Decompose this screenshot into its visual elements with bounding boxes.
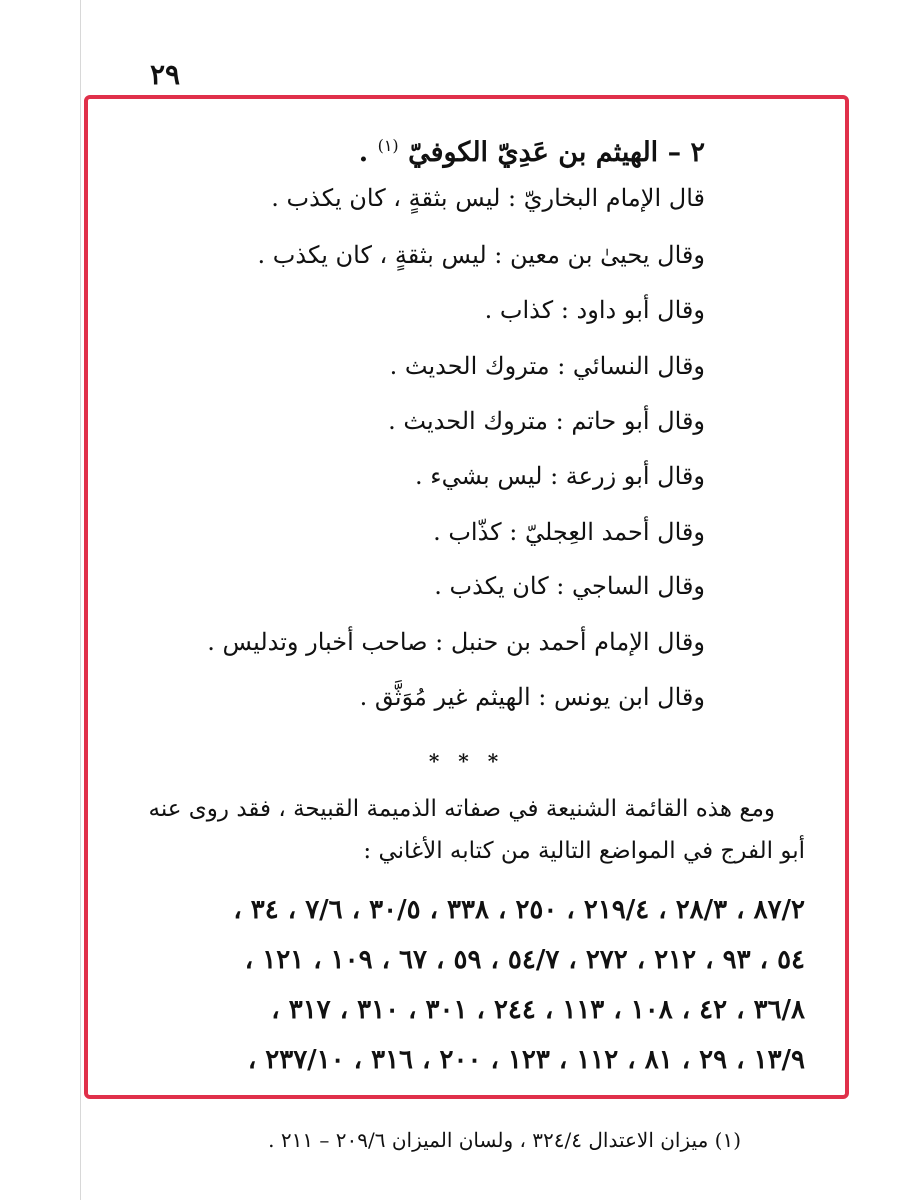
saying-ahmad-ijli: وقال أحمد العِجليّ : كذّاب . [433,518,705,546]
saying-ahmad-ibn-hanbal: وقال الإمام أحمد بن حنبل : صاحب أخبار وتدليس . [207,628,705,656]
section-separator: * * * [428,749,505,773]
page-number: ٢٩ [150,58,181,91]
saying-saji: وقال الساجي : كان يكذب . [434,572,705,600]
paragraph-line-1: ومع هذه القائمة الشنيعة في صفاته الذميمة القبيحة ، فقد روى عنه [148,796,775,822]
footnote-marker: (١) [377,136,399,155]
entry-title [359,129,705,170]
saying-bukhari: قال الإمام البخاريّ : ليس بثقةٍ ، كان يكذب . [271,184,705,212]
reference-line-2: ٥٤ ، ٩٣ ، ٢١٢ ، ٢٧٢ ، ٥٤/٧ ، ٥٩ ، ٦٧ ، ١٠٩ ، ١٢١ ، [244,945,805,975]
saying-ibn-yunus: وقال ابن يونس : الهيثم غير مُوَثَّق . [359,683,705,711]
saying-abu-hatim: وقال أبو حاتم : متروك الحديث . [388,407,705,435]
reference-line-1: ٨٧/٢ ، ٢٨/٣ ، ٢١٩/٤ ، ٢٥٠ ، ٣٣٨ ، ٣٠/٥ ، ٧/٦ ، ٣٤ ، [233,895,805,925]
scan-edge-line [80,0,81,1200]
entry-title-end: . [358,137,369,168]
entry-title-text: ٢ – الهيثم بن عَدِيّ الكوفيّ [408,137,705,168]
saying-abu-dawud: وقال أبو داود : كذاب . [484,296,705,324]
paragraph-line-2: أبو الفرج في المواضع التالية من كتابه الأغاني : [363,838,805,864]
saying-nasai: وقال النسائي : متروك الحديث . [389,352,705,380]
entry-content [88,99,845,1095]
footnote: (١) ميزان الاعتدال ٣٢٤/٤ ، ولسان الميزان ٢٠٩/٦ – ٢١١ . [268,1128,741,1152]
reference-line-3: ٣٦/٨ ، ٤٢ ، ١٠٨ ، ١١٣ ، ٢٤٤ ، ٣٠١ ، ٣١٠ ، ٣١٧ ، [271,995,805,1025]
saying-abu-zura: وقال أبو زرعة : ليس بشيء . [415,462,705,490]
highlight-frame [84,95,849,1099]
saying-yahya-ibn-main: وقال يحيىٰ بن معين : ليس بثقةٍ ، كان يكذب . [257,241,705,269]
reference-line-4: ١٣/٩ ، ٢٩ ، ٨١ ، ١١٢ ، ١٢٣ ، ٢٠٠ ، ٣١٦ ، ٢٣٧/١٠ ، [247,1045,805,1075]
